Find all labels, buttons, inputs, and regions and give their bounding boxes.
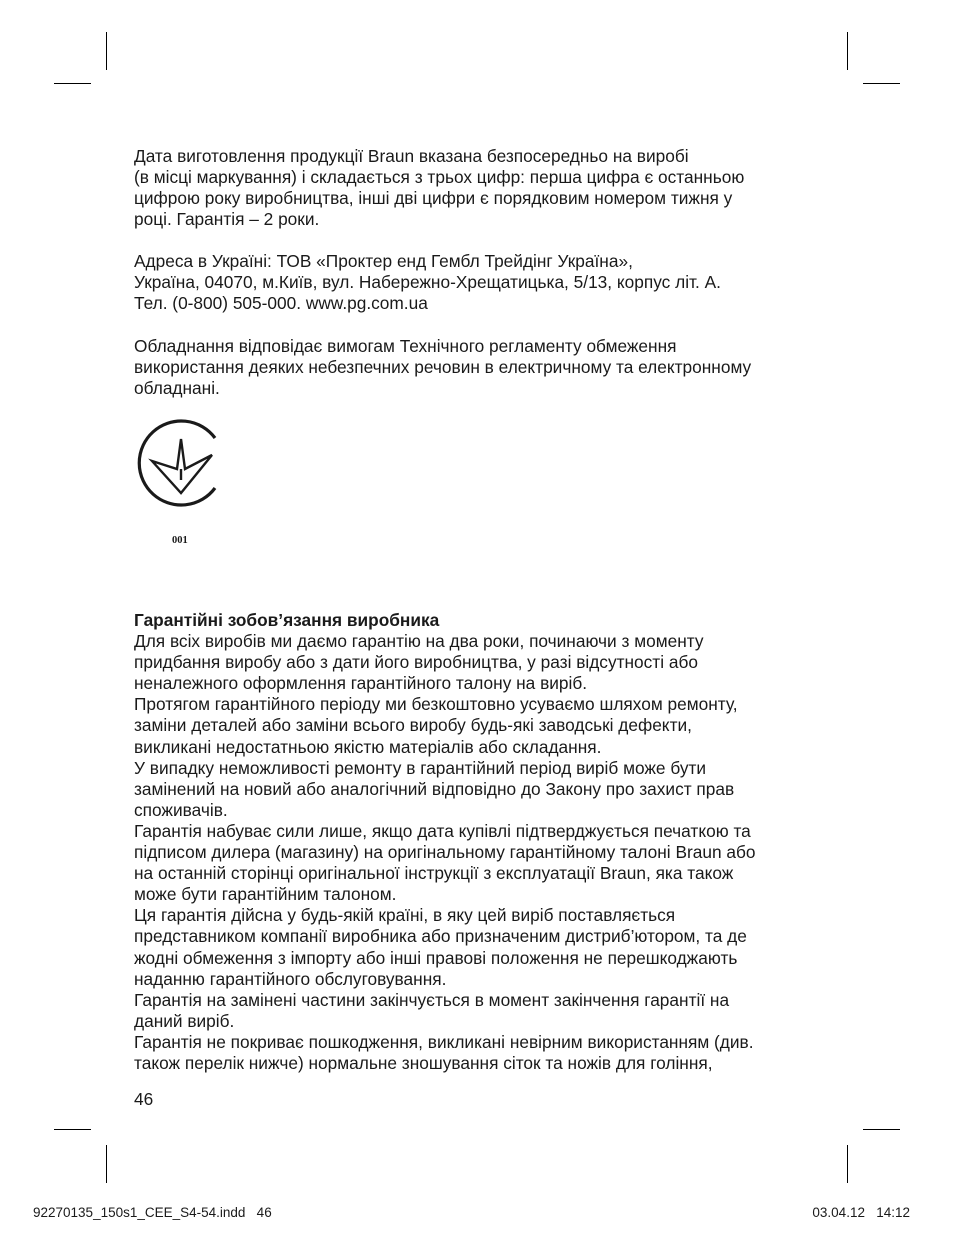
text-line: Адреса в Україні: ТОВ «Проктер енд Гембл Трейдінг Україна», (134, 251, 633, 271)
text-line: Україна, 04070, м.Київ, вул. Набережно-Хрещатицька, 5/13, корпус літ. А. (134, 272, 721, 293)
text-line: наданню гарантійного обслуговування. (134, 968, 447, 989)
text-line: Гарантія не покриває пошкодження, викликані невірним використанням (див. (134, 1031, 754, 1052)
text-line: заміни деталей або заміни всього виробу будь-які заводські дефекти, (134, 715, 692, 736)
crop-mark-top-right-horizontal (863, 83, 900, 84)
text-line: неналежного оформлення гарантійного талону на виріб. (134, 673, 588, 694)
text-line: придбання виробу або з дати його виробництва, у разі відсутності або (134, 652, 698, 673)
text-line: викликані недостатньою якістю матеріалів або складання. (134, 736, 602, 757)
page-number: 46 (134, 1089, 154, 1109)
text-line: обладнані. (134, 378, 220, 399)
crop-mark-top-left-horizontal (54, 83, 91, 84)
text-line: Для всіх виробів ми даємо гарантію на два роки, починаючи з моменту (134, 631, 704, 652)
crop-mark-bottom-left-vertical (106, 1145, 107, 1183)
section-heading: Гарантійні зобов’язання виробника (134, 610, 440, 630)
text-line: може бути гарантійним талоном. (134, 884, 397, 905)
text-line: даний виріб. (134, 1010, 235, 1031)
ukrainian-conformity-mark-icon (134, 418, 224, 508)
print-slug-datetime: 03.04.12 14:12 (812, 1205, 910, 1220)
text-line: замінений на новий або аналогічний відповідно до Закону про захист прав (134, 778, 735, 799)
crop-mark-bottom-right-horizontal (863, 1129, 900, 1130)
text-line: на останній сторінці оригінальної інструкції з експлуатації Braun, яка також (134, 863, 734, 884)
text-line: Гарантія на замінені частини закінчується в момент закінчення гарантії на (134, 989, 730, 1010)
text-line: Дата виготовлення продукції Braun вказана безпосередньо на виробі (134, 146, 689, 166)
text-line: використання деяких небезпечних речовин в електричному та електронному (134, 357, 752, 378)
text-line: цифрою року виробництва, інші дві цифри є порядковим номером тижня у (134, 188, 733, 209)
text-line: також перелік нижче) нормальне зношування сіток та ножів для гоління, (134, 1052, 713, 1073)
text-line: У випадку неможливості ремонту в гарантійний період виріб може бути (134, 757, 707, 778)
text-line: Ця гарантія дійсна у будь-якій країні, в яку цей виріб поставляється (134, 905, 676, 926)
text-line: жодні обмеження з імпорту або інші правові положення не перешкоджають (134, 947, 738, 968)
warranty-section (134, 610, 834, 1074)
text-line: представником компанії виробника або призначеним дистриб’ютором, та де (134, 926, 747, 947)
compliance-paragraph (134, 336, 834, 399)
address-paragraph (134, 251, 834, 314)
crop-mark-top-left-vertical (106, 32, 107, 70)
text-line: Обладнання відповідає вимогам Технічного регламенту обмеження (134, 336, 677, 356)
text-line: Гарантія набуває сили лише, якщо дата купівлі підтверджується печаткою та (134, 820, 751, 841)
manufacture-date-paragraph (134, 146, 834, 230)
text-line: підписом дилера (магазину) на оригінальному гарантійному талоні Braun або (134, 842, 756, 863)
text-line: Протягом гарантійного періоду ми безкоштовно усуваємо шляхом ремонту, (134, 694, 738, 715)
crop-mark-top-right-vertical (847, 32, 848, 70)
text-line: споживачів. (134, 799, 228, 820)
crop-mark-bottom-right-vertical (847, 1145, 848, 1183)
crop-mark-bottom-left-horizontal (54, 1129, 91, 1130)
text-line: (в місці маркування) і складається з трьох цифр: перша цифра є останньою (134, 167, 745, 188)
conformity-mark-code: 001 (172, 535, 188, 546)
text-line: році. Гарантія – 2 роки. (134, 209, 320, 230)
text-line: Тел. (0-800) 505-000. www.pg.com.ua (134, 293, 428, 314)
print-slug-file: 92270135_150s1_CEE_S4-54.indd 46 (33, 1205, 272, 1220)
